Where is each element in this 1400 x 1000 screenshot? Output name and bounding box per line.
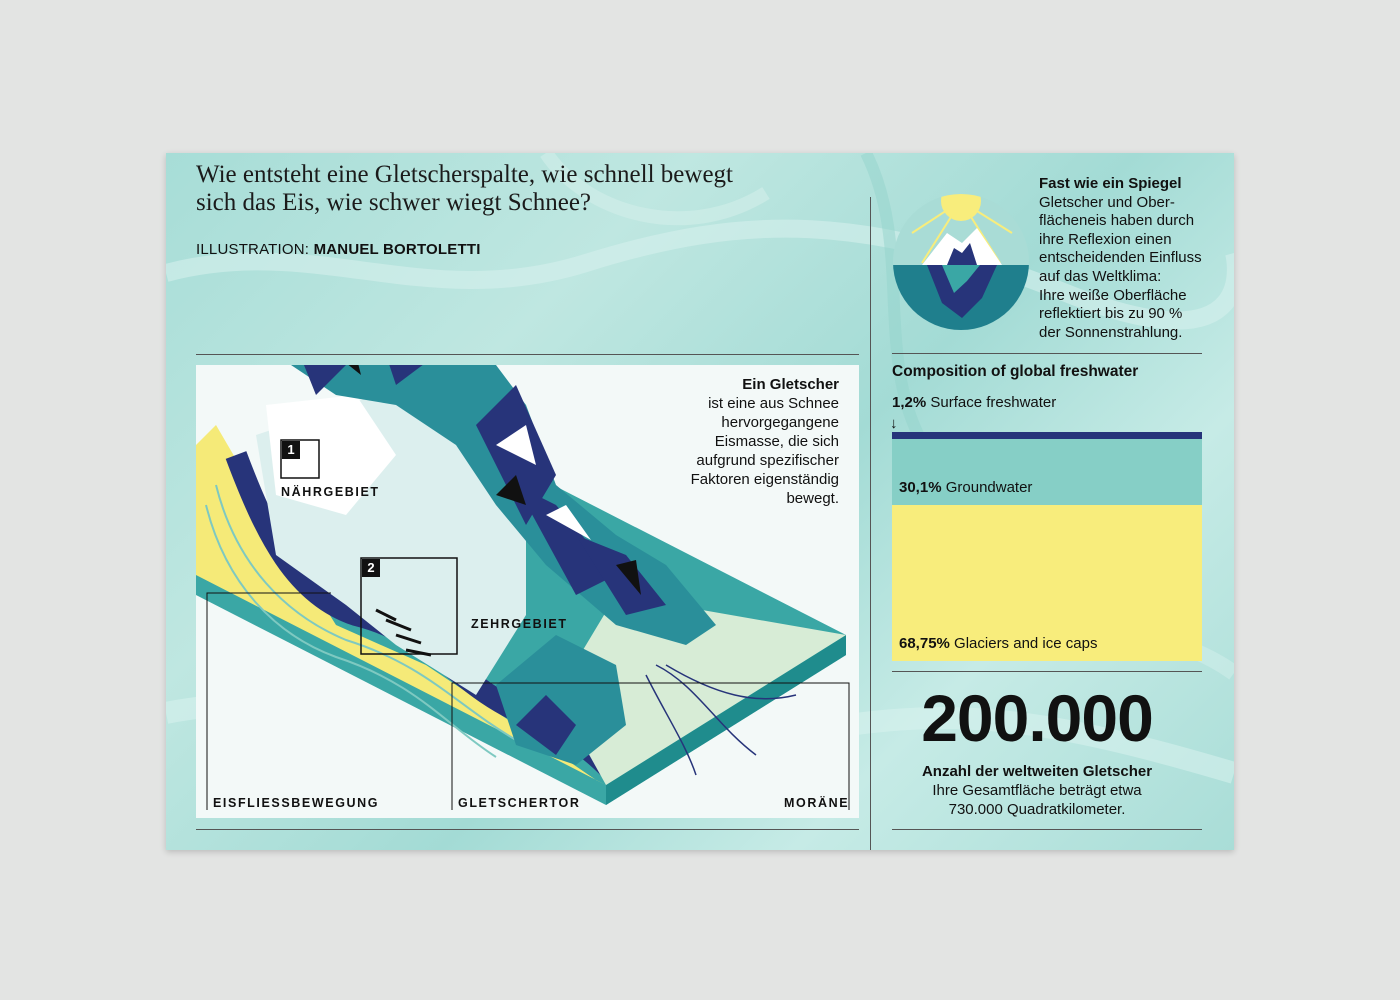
illustration-credit bbox=[196, 241, 481, 258]
glacier-count-title: Anzahl der weltweiten Gletscher bbox=[921, 763, 1153, 780]
mirror-line: entscheidenden Einfluss bbox=[1039, 249, 1202, 267]
glacier-description-title: Ein Gletscher bbox=[742, 376, 839, 393]
mirror-line: auf das Weltklima: bbox=[1039, 267, 1162, 285]
glacier-description-line: bewegt. bbox=[786, 490, 839, 507]
glacier-count-text bbox=[892, 762, 1182, 819]
surface-freshwater-label bbox=[892, 394, 1056, 411]
glacier-count-value: 200.000 bbox=[921, 681, 1153, 755]
glacier-description-line: Eismasse, die sich bbox=[714, 433, 839, 450]
zone-2-number: 2 bbox=[362, 559, 380, 577]
left-top-rule bbox=[196, 354, 859, 355]
glaciers-label bbox=[899, 635, 1097, 652]
glacier-count-line: 730.000 Quadratkilometer. bbox=[948, 801, 1126, 818]
gletschertor-label: GLETSCHERTOR bbox=[458, 796, 581, 810]
groundwater-pct: 30,1% bbox=[899, 479, 942, 496]
infographic-card bbox=[166, 153, 1234, 850]
right-rule-3 bbox=[892, 829, 1202, 830]
freshwater-title: Composition of global freshwater bbox=[892, 363, 1139, 380]
glacier-description-line: Faktoren eigenständig bbox=[690, 471, 839, 488]
mirror-line: Gletscher und Ober- bbox=[1039, 193, 1175, 211]
zone-1-number: 1 bbox=[282, 441, 300, 459]
glaciers-pct: 68,75% bbox=[899, 635, 950, 652]
surface-freshwater-bar bbox=[892, 432, 1202, 439]
right-rule-2 bbox=[892, 671, 1202, 672]
mirror-line: flächeneis haben durch bbox=[1039, 212, 1195, 230]
arrow-down-icon: ↓ bbox=[890, 415, 898, 432]
surface-text: Surface freshwater bbox=[930, 394, 1057, 411]
credit-author: MANUEL BORTOLETTI bbox=[313, 241, 481, 258]
mirror-line: der Sonnenstrahlung. bbox=[1039, 323, 1183, 341]
column-divider bbox=[870, 197, 871, 850]
credit-prefix: ILLUSTRATION: bbox=[196, 241, 310, 258]
glacier-description-line: ist eine aus Schnee bbox=[708, 395, 839, 412]
eisfliessbewegung-label: EISFLIESSBEWEGUNG bbox=[213, 796, 380, 810]
headline: Wie entsteht eine Gletscherspalte, wie schnell bewegt sich das Eis, wie schwer wiegt Schnee? bbox=[196, 161, 733, 216]
mirror-line: Ihre weiße Oberfläche bbox=[1039, 286, 1187, 304]
glacier-description bbox=[639, 375, 839, 508]
groundwater-text: Groundwater bbox=[945, 479, 1033, 496]
mirror-text bbox=[1039, 175, 1219, 342]
mirror-title: Fast wie ein Spiegel bbox=[1039, 175, 1182, 192]
right-rule-1 bbox=[892, 353, 1202, 354]
left-bottom-rule bbox=[196, 829, 859, 830]
glacier-scene bbox=[196, 365, 859, 818]
mirror-line: reflektiert bis zu 90 % bbox=[1039, 305, 1183, 323]
glacier-description-line: aufgrund spezifischer bbox=[696, 452, 839, 469]
reflection-globe-illustration bbox=[892, 193, 1030, 331]
glaciers-text: Glaciers and ice caps bbox=[954, 635, 1098, 652]
mirror-line: ihre Reflexion einen bbox=[1039, 230, 1172, 248]
glacier-count-line: Ihre Gesamtfläche beträgt etwa bbox=[932, 782, 1142, 799]
surface-pct: 1,2% bbox=[892, 394, 927, 411]
zone-1-label: NÄHRGEBIET bbox=[281, 485, 380, 499]
zone-2-label: ZEHRGEBIET bbox=[471, 617, 568, 631]
groundwater-label bbox=[899, 479, 1032, 496]
glacier-description-line: hervorgegangene bbox=[721, 414, 839, 431]
moraene-label: MORÄNE bbox=[784, 796, 850, 810]
